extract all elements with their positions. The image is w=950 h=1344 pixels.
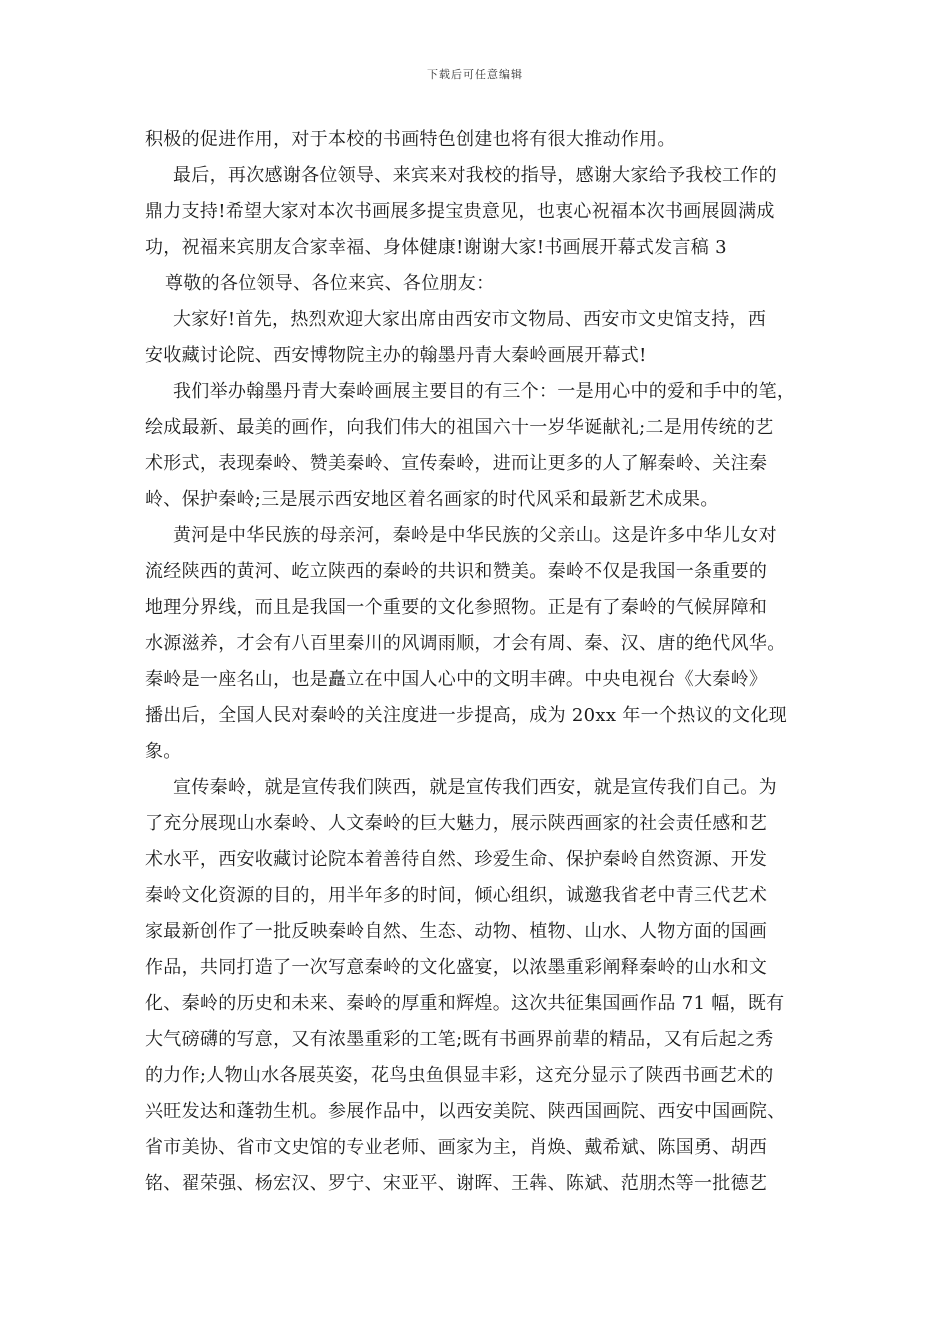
text-line: 我们举办翰墨丹青大秦岭画展主要目的有三个：一是用心中的爱和手中的笔， bbox=[173, 381, 796, 402]
text-line: 术形式，表现秦岭、赞美秦岭、宣传秦岭，进而让更多的人了解秦岭、关注秦 bbox=[145, 453, 768, 474]
text-line: 黄河是中华民族的母亲河，秦岭是中华民族的父亲山。这是许多中华儿女对 bbox=[173, 525, 777, 546]
text-line: 功，祝福来宾朋友合家幸福、身体健康!谢谢大家!书画展开幕式发言稿 3 bbox=[145, 237, 727, 258]
text-line: 水源滋养，才会有八百里秦川的风调雨顺，才会有周、秦、汉、唐的绝代风华。 bbox=[145, 633, 786, 654]
text-line: 家最新创作了一批反映秦岭自然、生态、动物、植物、山水、人物方面的国画 bbox=[145, 921, 768, 942]
text-line: 省市美协、省市文史馆的专业老师、画家为主，肖焕、戴希斌、陈国勇、胡西 bbox=[145, 1137, 768, 1158]
text-line: 兴旺发达和蓬勃生机。参展作品中，以西安美院、陕西国画院、西安中国画院、 bbox=[145, 1101, 786, 1122]
text-line: 积极的促进作用，对于本校的书画特色创建也将有很大推动作用。 bbox=[145, 129, 676, 150]
text-line: 大家好!首先，热烈欢迎大家出席由西安市文物局、西安市文史馆支持，西 bbox=[173, 309, 767, 330]
text-line: 铭、翟荣强、杨宏汉、罗宁、宋亚平、谢晖、王犇、陈斌、范朋杰等一批德艺 bbox=[145, 1173, 768, 1194]
text-line: 最后，再次感谢各位领导、来宾来对我校的指导，感谢大家给予我校工作的 bbox=[173, 165, 777, 186]
text-line: 宣传秦岭，就是宣传我们陕西，就是宣传我们西安，就是宣传我们自己。为 bbox=[173, 777, 777, 798]
text-line: 安收藏讨论院、西安博物院主办的翰墨丹青大秦岭画展开幕式! bbox=[145, 345, 647, 366]
text-line: 地理分界线，而且是我国一个重要的文化参照物。正是有了秦岭的气候屏障和 bbox=[145, 597, 768, 618]
text-line: 大气磅礴的写意，又有浓墨重彩的工笔;既有书画界前辈的精品，又有后起之秀 bbox=[145, 1029, 774, 1050]
page-header: 下载后可任意编辑 bbox=[427, 68, 523, 81]
document-body bbox=[145, 122, 835, 1202]
text-line: 秦岭文化资源的目的，用半年多的时间，倾心组织，诚邀我省老中青三代艺术 bbox=[145, 885, 768, 906]
text-line: 尊敬的各位领导、各位来宾、各位朋友： bbox=[165, 273, 495, 294]
text-line: 秦岭是一座名山，也是矗立在中国人心中的文明丰碑。中央电视台《大秦岭》 bbox=[145, 669, 768, 690]
text-line: 播出后，全国人民对秦岭的关注度进一步提高，成为 20xx 年一个热议的文化现 bbox=[145, 705, 788, 726]
text-line: 化、秦岭的历史和未来、秦岭的厚重和辉煌。这次共征集国画作品 71 幅，既有 bbox=[145, 993, 785, 1014]
text-line: 的力作;人物山水各展英姿，花鸟虫鱼俱显丰彩，这充分显示了陕西书画艺术的 bbox=[145, 1065, 774, 1086]
text-line: 术水平，西安收藏讨论院本着善待自然、珍爱生命、保护秦岭自然资源、开发 bbox=[145, 849, 768, 870]
text-line: 了充分展现山水秦岭、人文秦岭的巨大魅力，展示陕西画家的社会责任感和艺 bbox=[145, 813, 768, 834]
text-line: 鼎力支持!希望大家对本次书画展多提宝贵意见，也衷心祝福本次书画展圆满成 bbox=[145, 201, 775, 222]
text-line: 象。 bbox=[145, 741, 182, 762]
text-line: 作品，共同打造了一次写意秦岭的文化盛宴，以浓墨重彩阐释秦岭的山水和文 bbox=[145, 957, 768, 978]
text-line: 流经陕西的黄河、屹立陕西的秦岭的共识和赞美。秦岭不仅是我国一条重要的 bbox=[145, 561, 768, 582]
text-line: 绘成最新、最美的画作，向我们伟大的祖国六十一岁华诞献礼;二是用传统的艺 bbox=[145, 417, 774, 438]
text-line: 岭、保护秦岭;三是展示西安地区着名画家的时代风采和最新艺术成果。 bbox=[145, 489, 719, 510]
